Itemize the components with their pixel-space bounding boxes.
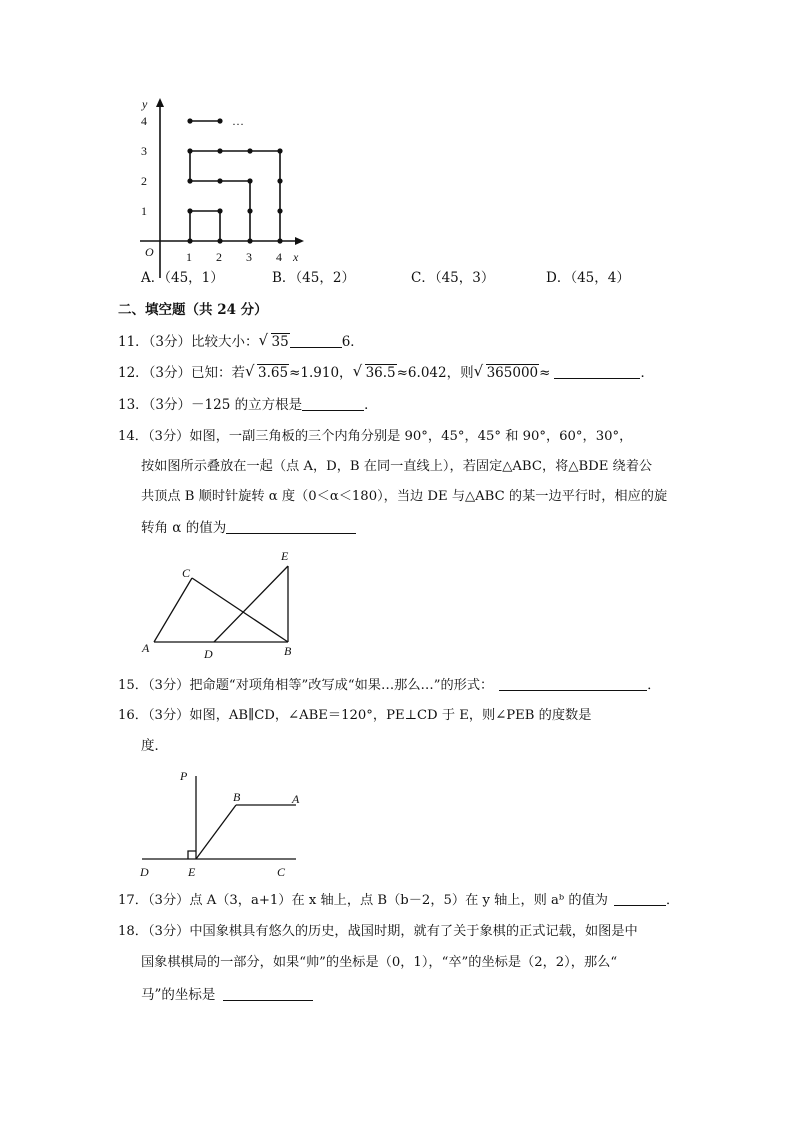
question-12 [118, 363, 654, 383]
sqrt-3-65 [245, 363, 289, 383]
question-16-line-1: 16．（3分）如图，AB∥CD，∠ABE＝120°，PE⊥CD 于 E，则∠PEB 的度数是 [118, 708, 592, 723]
origin-label: O [145, 245, 154, 259]
label-a: A [142, 641, 150, 655]
segment-cb [192, 578, 288, 642]
label-e: E [188, 865, 196, 879]
option-a[interactable]: A．（45，1） [141, 270, 224, 286]
q11-suffix: 6． [341, 334, 364, 350]
ellipsis: … [232, 114, 244, 128]
x-tick-1: 1 [186, 250, 192, 264]
x-tick-3: 3 [246, 250, 252, 264]
question-18-line-3 [141, 985, 313, 1005]
question-15 [118, 676, 660, 696]
x-tick-4: 4 [276, 250, 282, 264]
option-b[interactable]: B．（45，2） [272, 270, 355, 286]
q18-line3-prefix: 马”的坐标是 [141, 987, 216, 1003]
lattice-path [190, 121, 280, 241]
q17-answer-blank[interactable] [614, 891, 666, 906]
y-tick-3: 3 [141, 144, 147, 158]
x-axis-arrow [295, 237, 304, 245]
q14-line4-prefix: 转角 α 的值为 [141, 520, 227, 536]
q12-r1: 3.65 [258, 365, 289, 381]
question-14-line-3: 共顶点 B 顺时针旋转 α 度（0＜α＜180），当边 DE 与△ABC 的某一边平行时，相应的旋 [141, 489, 668, 504]
q15-end: ． [647, 678, 661, 693]
label-c: C [277, 865, 286, 879]
q13-prefix: 13．（3分）－125 的立方根是 [118, 397, 303, 413]
sqrt-365000 [474, 363, 540, 383]
q12-r2: 36.5 [365, 365, 396, 381]
parallel-lines-figure [136, 764, 306, 882]
y-tick-2: 2 [141, 174, 147, 188]
label-d: D [204, 647, 213, 661]
q11-prefix: 11．（3分）比较大小： [118, 334, 259, 350]
q13-answer-blank[interactable] [302, 396, 364, 411]
label-a: A [292, 792, 300, 806]
q12-prefix: 12．（3分）已知：若 [118, 365, 246, 381]
q12-r3: 365000 [486, 365, 539, 381]
x-tick-2: 2 [216, 250, 222, 264]
y-axis-label: y [142, 97, 148, 111]
section-title: 二、填空题（共 24 分） [118, 302, 268, 318]
y-tick-4: 4 [141, 114, 147, 128]
question-17 [118, 891, 679, 911]
right-angle-mark [188, 851, 196, 859]
question-18-line-2: 国象棋棋局的一部分，如果“帅”的坐标是（0，1），“卒”的坐标是（2，2），那么“ [141, 955, 618, 970]
line-eb [196, 805, 236, 859]
question-14-line-1: 14．（3分）如图，一副三角板的三个内角分别是 90°，45°，45° 和 90°，60°，30°， [118, 429, 633, 444]
q15-answer-blank[interactable] [499, 676, 647, 691]
label-b: B [284, 644, 292, 658]
question-18-line-1: 18．（3分）中国象棋具有悠久的历史，战国时期，就有了关于象棋的正式记载，如图是中 [118, 924, 638, 939]
q11-radicand: 35 [271, 334, 289, 350]
x-axis-label: x [293, 250, 299, 264]
y-tick-1: 1 [141, 204, 147, 218]
label-e: E [281, 549, 289, 563]
q17-text: 17．（3分）点 A（3，a+1）在 x 轴上，点 B（b－2，5）在 y 轴上，则 aᵇ 的值为 [118, 893, 608, 908]
triangles-figure [136, 545, 306, 663]
q11-answer-blank[interactable] [290, 333, 342, 348]
option-d[interactable]: D．（45，4） [546, 270, 630, 286]
q12-v1: ≈1.910， [289, 365, 353, 381]
question-14-line-4 [141, 518, 356, 538]
y-axis-arrow [156, 98, 164, 107]
q12-answer-blank[interactable] [554, 364, 640, 379]
question-16-line-2: 度． [141, 738, 168, 754]
label-p: P [180, 769, 188, 783]
q18-answer-blank[interactable] [223, 986, 313, 1001]
question-13 [118, 395, 378, 415]
sqrt-36-5 [353, 363, 397, 383]
q12-v3: ≈ [539, 365, 551, 381]
q12-v2: ≈6.042，则 [396, 365, 474, 381]
lattice-path-figure [128, 92, 308, 282]
segment-ac [154, 578, 192, 642]
q13-end: ． [364, 397, 378, 413]
q15-prefix: 15．（3分）把命题“对项角相等”改写成“如果…那么…”的形式： [118, 678, 494, 693]
question-14-line-2: 按如图所示叠放在一起（点 A，D，B 在同一直线上），若固定△ABC，将△BDE 绕着公 [141, 459, 653, 474]
q17-end: ． [665, 893, 680, 908]
q12-end: ． [640, 365, 654, 381]
segment-de [214, 566, 288, 642]
q14-answer-blank[interactable] [226, 519, 356, 534]
sqrt-35 [259, 332, 290, 352]
label-b: B [233, 790, 241, 804]
label-c: C [182, 566, 191, 580]
option-c[interactable]: C．（45，3） [411, 270, 495, 286]
label-d: D [140, 865, 149, 879]
question-11 [118, 332, 364, 352]
